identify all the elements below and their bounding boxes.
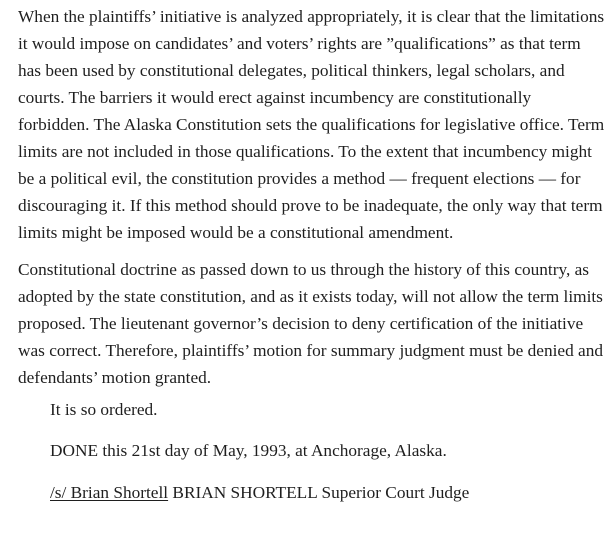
date-location-line: DONE this 21st day of May, 1993, at Anchorage, Alaska. (50, 441, 447, 460)
opinion-paragraph-1: When the plaintiffs’ initiative is analyzed appropriately, it is clear that the limitations it would impose on candidates’ and voters’ rights are ”qualifications” as that term has been used by constitutional delegates, political thinkers, legal scholars, and courts. The barriers it would erect against incumbency are constitutionally forbidden. The Alaska Constitution sets the qualifications for legislative office. Term limits are not included in those qualifications. To the extent that incumbency might be a political evil, the constitution provides a method — frequent elections — for discouraging it. If this method should prove to be inadequate, the only way that term limits might be imposed would be a constitutional amendment. (18, 7, 605, 242)
order-statement: It is so ordered. (50, 400, 158, 419)
judge-name-title: BRIAN SHORTELL Superior Court Judge (168, 483, 470, 502)
judge-signature-link[interactable]: /s/ Brian Shortell (50, 483, 169, 502)
signature-line (18, 479, 605, 506)
opinion-paragraph-2: Constitutional doctrine as passed down to us through the history of this country, as adopted by the state constitution, and as it exists today, will not allow the term limits proposed. The lieutenant governor’s decision to deny certification of the initiative was correct. Therefore, plaintiffs’ motion for summary judgment must be denied and defendants’ motion granted. (18, 260, 603, 387)
